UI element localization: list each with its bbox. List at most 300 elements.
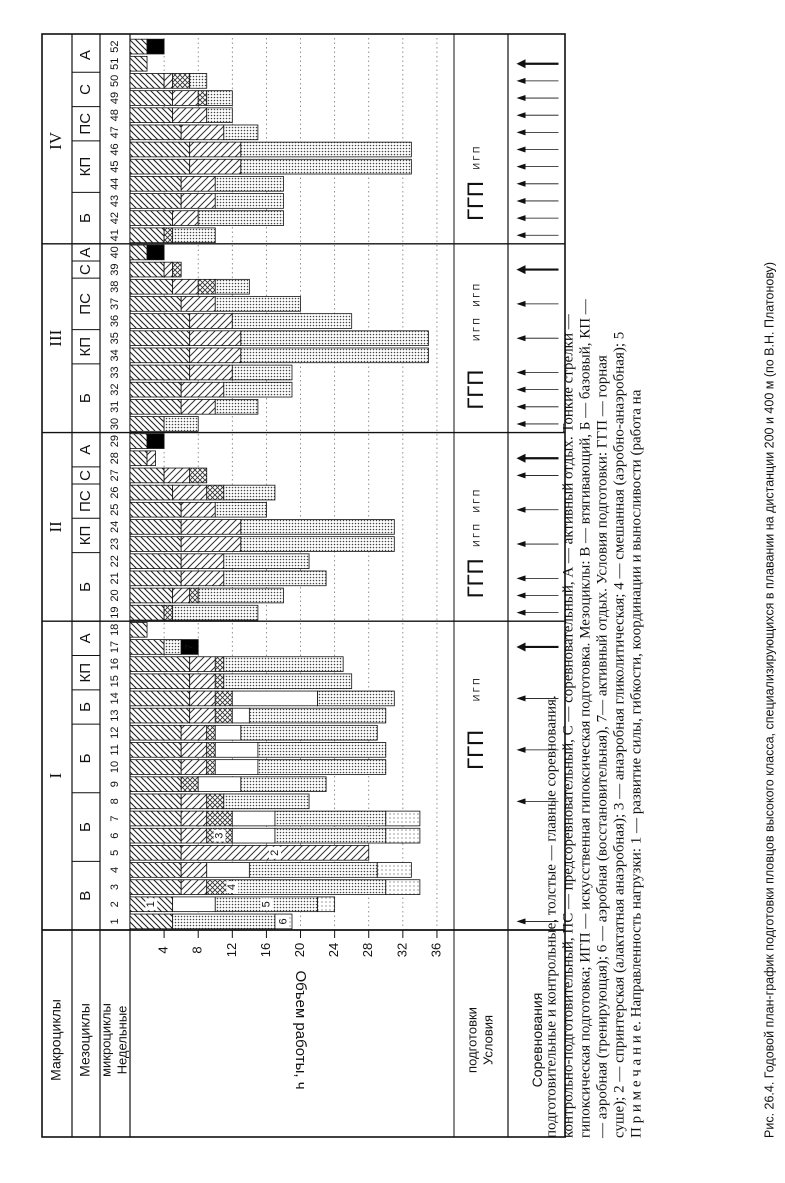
y-tick-label: 28 bbox=[360, 942, 376, 958]
mesocycle-label: А bbox=[76, 247, 94, 258]
week-number: 16 bbox=[108, 657, 121, 671]
bar-segment-5 bbox=[215, 279, 249, 294]
bar-segment-1 bbox=[130, 485, 173, 500]
macrocycle-label: IV bbox=[45, 131, 65, 150]
week-number: 19 bbox=[108, 606, 121, 619]
week-number: 30 bbox=[108, 417, 121, 431]
week-number: 43 bbox=[108, 194, 121, 208]
bar-segment-1 bbox=[130, 863, 181, 878]
bar-segment-5 bbox=[224, 794, 309, 809]
thin-arrow-head bbox=[517, 507, 526, 513]
bar-segment-1 bbox=[130, 640, 164, 655]
week-number: 17 bbox=[108, 640, 121, 654]
y-axis-title: Объем работы, ч bbox=[292, 970, 310, 1090]
bar-segment-1 bbox=[130, 828, 181, 843]
bar-segment-5 bbox=[215, 502, 266, 517]
thin-arrow-head bbox=[517, 147, 526, 153]
mesocycle-label: С bbox=[76, 470, 94, 481]
bar-segment-5 bbox=[224, 571, 326, 586]
thin-arrow-head bbox=[517, 610, 526, 616]
bar-segment-5 bbox=[190, 74, 207, 89]
mesocycle-label: КП bbox=[76, 525, 94, 546]
thin-arrow-head bbox=[517, 335, 526, 341]
bar-segment-2 bbox=[173, 588, 190, 603]
bar-segment-2 bbox=[181, 811, 207, 826]
thick-arrow-head bbox=[517, 642, 526, 651]
bar-segment-1 bbox=[130, 125, 181, 140]
week-number: 15 bbox=[108, 675, 121, 688]
bar-segment-1 bbox=[130, 777, 181, 792]
week-number: 33 bbox=[108, 366, 121, 379]
bar-segment-5 bbox=[224, 657, 343, 672]
bar-segment-6 bbox=[386, 811, 420, 826]
bar-segment-1 bbox=[130, 279, 173, 294]
week-number: 29 bbox=[108, 434, 121, 448]
bar-segment-5 bbox=[164, 417, 198, 432]
bar-segment-5 bbox=[258, 760, 386, 775]
bar-segment-1 bbox=[130, 725, 181, 740]
week-number: 18 bbox=[108, 623, 121, 636]
thin-arrow-head bbox=[517, 472, 526, 478]
week-number: 2 bbox=[108, 901, 121, 908]
thin-arrow-head bbox=[517, 78, 526, 84]
note-line: гипоксическая подготовка; ИГП — искусственная гипоксическая подготовка. Мезоциклы: В — втягивающий, Б — базовый, КП — bbox=[577, 299, 594, 1138]
bar-segment-1 bbox=[130, 314, 190, 329]
bar-segment-5 bbox=[215, 399, 258, 414]
thin-arrow-head bbox=[517, 695, 526, 701]
week-number: 20 bbox=[108, 589, 121, 602]
label-macrocycles: Макроциклы bbox=[47, 999, 64, 1081]
bar-segment-3 bbox=[207, 794, 224, 809]
bar-segment-2 bbox=[181, 743, 207, 758]
bar-segment-5 bbox=[249, 863, 377, 878]
bar-segment-3 bbox=[198, 91, 207, 106]
bar-segment-3 bbox=[215, 657, 224, 672]
week-number: 36 bbox=[108, 314, 121, 328]
mesocycle-label: Б bbox=[76, 582, 94, 592]
week-number: 51 bbox=[108, 57, 121, 70]
bar-segment-2 bbox=[190, 674, 216, 689]
bar-segment-1 bbox=[130, 605, 164, 620]
thin-arrow-head bbox=[517, 181, 526, 187]
bar-segment-4 bbox=[173, 897, 216, 912]
week-number: 48 bbox=[108, 109, 121, 122]
segment-label-4: 4 bbox=[226, 884, 239, 891]
y-tick-label: 32 bbox=[394, 942, 410, 958]
bar-segment-3 bbox=[207, 760, 216, 775]
note-line: подготовительные и контрольные, толстые — главные соревнования. bbox=[543, 695, 560, 1138]
bar-segment-5 bbox=[198, 211, 283, 226]
chart-frame bbox=[42, 34, 565, 1137]
bar-segment-3 bbox=[207, 485, 224, 500]
mesocycle-label: А bbox=[76, 444, 94, 455]
bar-segment-4 bbox=[232, 811, 275, 826]
bar-segment-2 bbox=[181, 502, 215, 517]
bar-segment-1 bbox=[130, 365, 190, 380]
bar-segment-1 bbox=[130, 880, 181, 895]
bar-segment-1 bbox=[130, 159, 190, 174]
bar-segment-4 bbox=[232, 708, 249, 723]
bar-segment-1 bbox=[130, 571, 181, 586]
segment-label-6: 6 bbox=[277, 918, 290, 925]
bar-segment-1 bbox=[130, 194, 181, 209]
mesocycle-label: Б bbox=[76, 393, 94, 404]
y-tick-label: 4 bbox=[155, 946, 171, 954]
bar-segment-2 bbox=[181, 828, 207, 843]
bar-segment-1 bbox=[130, 588, 173, 603]
bar-segment-2 bbox=[181, 760, 207, 775]
y-tick-label: 20 bbox=[291, 942, 307, 958]
bar-segment-2 bbox=[181, 537, 241, 552]
bar-segment-1 bbox=[130, 297, 181, 312]
bar-segment-1 bbox=[130, 417, 164, 432]
bar-segment-6 bbox=[386, 828, 420, 843]
label-competitions: Соревнования bbox=[529, 992, 546, 1088]
condition-igp: И Г П bbox=[471, 318, 482, 342]
week-number: 23 bbox=[108, 537, 121, 551]
thin-arrow-head bbox=[517, 232, 526, 238]
week-number: 28 bbox=[108, 452, 121, 465]
thin-arrow-head bbox=[517, 421, 526, 427]
label-conditions-1: Условия bbox=[480, 1014, 496, 1066]
bar-segment-5 bbox=[224, 485, 275, 500]
bar-segment-2 bbox=[181, 297, 215, 312]
mesocycle-label: Б bbox=[76, 702, 94, 712]
mesocycle-label: Б bbox=[76, 753, 94, 764]
y-tick-label: 12 bbox=[223, 942, 239, 958]
bar-segment-4 bbox=[232, 828, 275, 843]
bar-segment-5 bbox=[241, 142, 412, 157]
week-number: 13 bbox=[108, 709, 121, 722]
bar-segment-6 bbox=[318, 897, 335, 912]
week-number: 37 bbox=[108, 297, 121, 311]
note-line: контрольно-подготовительный, ПС — предсоревновательный, С — соревновательный, А — активный отдых. Тонкие стрелки — bbox=[560, 314, 577, 1138]
label-weekly-2: микроциклы bbox=[98, 1003, 114, 1077]
bar-segment-7 bbox=[147, 39, 164, 54]
bar-segment-1 bbox=[130, 211, 173, 226]
bar-segment-2 bbox=[181, 863, 207, 878]
condition-ggp: ГГП bbox=[462, 369, 488, 410]
week-number: 10 bbox=[108, 760, 121, 774]
bar-segment-3 bbox=[215, 674, 224, 689]
y-tick-label: 16 bbox=[257, 942, 273, 958]
bar-segment-3 bbox=[181, 777, 198, 792]
thin-arrow-head bbox=[517, 541, 526, 547]
thin-arrow-head bbox=[517, 593, 526, 599]
bar-segment-2 bbox=[181, 125, 224, 140]
bar-segment-2 bbox=[173, 211, 199, 226]
bar-segment-5 bbox=[241, 777, 326, 792]
bar-segment-4 bbox=[215, 743, 258, 758]
week-number: 4 bbox=[108, 866, 121, 874]
bar-segment-3 bbox=[173, 74, 190, 89]
thin-arrow-head bbox=[517, 387, 526, 393]
bar-segment-1 bbox=[130, 657, 190, 672]
bar-segment-2 bbox=[173, 485, 207, 500]
bar-segment-1 bbox=[130, 434, 147, 449]
bar-segment-5 bbox=[215, 194, 283, 209]
label-conditions-2: подготовки bbox=[464, 1007, 480, 1073]
bar-segment-1 bbox=[130, 262, 164, 277]
bar-segment-1 bbox=[130, 794, 181, 809]
bar-segment-5 bbox=[224, 125, 258, 140]
week-number: 34 bbox=[108, 349, 121, 362]
thin-arrow-head bbox=[517, 747, 526, 753]
bar-segment-5 bbox=[232, 880, 385, 895]
bar-segment-5 bbox=[275, 811, 386, 826]
bar-segment-1 bbox=[130, 142, 190, 157]
thin-arrow-head bbox=[517, 575, 526, 581]
bar-segment-1 bbox=[130, 39, 147, 54]
mesocycle-label: ПС bbox=[76, 112, 94, 135]
mesocycle-label: Б bbox=[76, 822, 94, 832]
thin-arrow-head bbox=[517, 129, 526, 135]
bar-segment-1 bbox=[130, 108, 173, 123]
bar-segment-2 bbox=[181, 571, 224, 586]
bar-segment-5 bbox=[241, 725, 377, 740]
bar-segment-1 bbox=[130, 228, 164, 243]
week-number: 35 bbox=[108, 332, 121, 345]
mesocycle-label: С bbox=[76, 84, 94, 95]
condition-ggp: ГГП bbox=[462, 181, 488, 221]
week-number: 22 bbox=[108, 555, 121, 568]
mesocycle-label: КП bbox=[76, 662, 94, 683]
bar-segment-3 bbox=[207, 811, 233, 826]
bar-segment-1 bbox=[130, 520, 181, 535]
thin-arrow-head bbox=[517, 95, 526, 101]
bar-segment-3 bbox=[190, 588, 199, 603]
bar-segment-6 bbox=[377, 863, 411, 878]
bar-segment-2 bbox=[181, 176, 215, 191]
note-line: П р и м е ч а н и е. Направленность нагрузки: 1 — развитие силы, гибкости, координации и выносливости (работа на bbox=[628, 389, 645, 1138]
segment-label-7: 7 bbox=[183, 643, 196, 651]
week-number: 3 bbox=[108, 884, 121, 891]
thin-arrow-head bbox=[517, 404, 526, 410]
note-line: — аэробная (тренирующая); 6 — аэробная (восстановительная), 7— активный отдых. Условия подготовки: ГГП — горная bbox=[594, 355, 611, 1138]
segment-label-2: 2 bbox=[268, 849, 281, 856]
bar-segment-1 bbox=[130, 622, 147, 637]
week-number: 31 bbox=[108, 400, 121, 413]
bar-segment-5 bbox=[275, 828, 386, 843]
bar-segment-7 bbox=[147, 245, 164, 260]
week-number: 39 bbox=[108, 263, 121, 276]
bar-segment-5 bbox=[215, 176, 283, 191]
bar-segment-1 bbox=[130, 554, 181, 569]
week-number: 24 bbox=[108, 520, 121, 534]
bar-segment-6 bbox=[386, 880, 420, 895]
bar-segment-1 bbox=[130, 399, 181, 414]
note-line: суше); 2 — спринтерская (алактатная анаэробная); 3 — анаэробная гликолитическая; 4 — смешанная (аэробно-анаэробная); 5 bbox=[611, 331, 628, 1138]
week-number: 7 bbox=[108, 815, 121, 822]
note bbox=[543, 298, 644, 1139]
week-number: 50 bbox=[108, 74, 121, 88]
bar-segment-1 bbox=[130, 245, 147, 260]
bar-segment-3 bbox=[207, 725, 216, 740]
bar-segment-5 bbox=[232, 314, 351, 329]
thin-arrow-head bbox=[517, 301, 526, 307]
thin-arrow-head bbox=[517, 798, 526, 804]
week-number: 11 bbox=[108, 744, 121, 756]
thick-arrow-head bbox=[517, 454, 526, 463]
bar-segment-1 bbox=[130, 91, 173, 106]
bar-segment-5 bbox=[173, 605, 258, 620]
thick-arrow-head bbox=[517, 59, 526, 68]
mesocycle-label: КП bbox=[76, 337, 94, 357]
week-number: 46 bbox=[108, 143, 121, 156]
bar-segment-2 bbox=[190, 348, 241, 363]
bar-segment-1 bbox=[130, 708, 190, 723]
mesocycle-label: А bbox=[76, 633, 94, 644]
thin-arrow-head bbox=[517, 918, 526, 924]
thin-arrow-head bbox=[517, 198, 526, 204]
bar-segment-3 bbox=[173, 262, 182, 277]
bar-segment-1 bbox=[130, 845, 181, 860]
bar-segment-2 bbox=[173, 108, 207, 123]
bar-segment-1 bbox=[130, 502, 181, 517]
mesocycle-label: ПС bbox=[76, 293, 94, 315]
caption bbox=[762, 262, 776, 1138]
week-number: 8 bbox=[108, 798, 121, 805]
bar-segment-1 bbox=[130, 56, 147, 71]
bar-segment-1 bbox=[130, 760, 181, 775]
bar-segment-5 bbox=[173, 914, 275, 929]
week-number: 12 bbox=[108, 726, 121, 739]
y-tick-label: 36 bbox=[428, 942, 444, 958]
bar-segment-1 bbox=[130, 691, 190, 706]
condition-igp: И Г П bbox=[471, 283, 482, 307]
thin-arrow-head bbox=[517, 112, 526, 118]
week-number: 41 bbox=[108, 229, 121, 242]
week-number: 27 bbox=[108, 469, 121, 482]
bar-segment-1 bbox=[130, 537, 181, 552]
bar-segment-3 bbox=[198, 279, 215, 294]
macrocycle-label: I bbox=[45, 772, 65, 779]
bar-segment-4 bbox=[215, 760, 258, 775]
bar-segment-1 bbox=[130, 468, 164, 483]
bar-segment-2 bbox=[190, 159, 241, 174]
bar-segment-3 bbox=[215, 708, 232, 723]
bar-segment-2 bbox=[181, 554, 224, 569]
bar-segment-2 bbox=[181, 194, 215, 209]
mesocycle-label: В bbox=[76, 890, 94, 901]
bar-segment-5 bbox=[232, 365, 292, 380]
week-number: 52 bbox=[108, 40, 121, 53]
week-number: 1 bbox=[108, 918, 121, 925]
label-mesocycles: Мезоциклы bbox=[76, 1003, 93, 1077]
week-number: 45 bbox=[108, 160, 121, 173]
bar-segment-5 bbox=[207, 108, 233, 123]
week-number: 38 bbox=[108, 280, 121, 293]
bar-segment-2 bbox=[190, 331, 241, 346]
week-number: 47 bbox=[108, 126, 121, 139]
bar-segment-2 bbox=[190, 691, 216, 706]
bar-segment-1 bbox=[130, 743, 181, 758]
condition-ggp: ГГП bbox=[462, 558, 488, 599]
bar-segment-5 bbox=[224, 674, 352, 689]
week-number: 44 bbox=[108, 177, 121, 190]
bar-segment-5 bbox=[173, 228, 216, 243]
week-number: 14 bbox=[108, 692, 121, 705]
bar-segment-1 bbox=[130, 674, 190, 689]
bar-segment-2 bbox=[173, 91, 199, 106]
bar-segment-5 bbox=[224, 382, 292, 397]
bar-segment-5 bbox=[318, 691, 395, 706]
bar-segment-2 bbox=[190, 365, 233, 380]
bar-segment-2 bbox=[181, 399, 215, 414]
bar-segment-5 bbox=[215, 297, 300, 312]
bar-segment-5 bbox=[241, 348, 429, 363]
bar-segment-4 bbox=[232, 691, 317, 706]
bar-segment-5 bbox=[224, 554, 309, 569]
mesocycle-label: С bbox=[76, 264, 94, 275]
bar-segment-3 bbox=[207, 743, 216, 758]
bar-segment-1 bbox=[130, 331, 190, 346]
bar-segment-2 bbox=[164, 74, 173, 89]
thin-arrow-head bbox=[517, 370, 526, 376]
bar-segment-1 bbox=[130, 451, 147, 466]
week-number: 21 bbox=[108, 572, 121, 585]
bar-segment-1 bbox=[130, 811, 181, 826]
week-number: 6 bbox=[108, 832, 121, 839]
y-tick-label: 24 bbox=[326, 942, 342, 958]
bar-segment-2 bbox=[164, 262, 173, 277]
macrocycle-label: II bbox=[45, 521, 65, 533]
y-tick-label: 8 bbox=[189, 946, 205, 954]
bar-segment-2 bbox=[181, 520, 241, 535]
segment-label-1: 1 bbox=[145, 901, 158, 908]
condition-ggp: ГГП bbox=[462, 730, 488, 770]
mesocycle-label: А bbox=[76, 50, 94, 61]
bar-segment-1 bbox=[130, 382, 181, 397]
week-number: 32 bbox=[108, 383, 121, 396]
mesocycle-label: Б bbox=[76, 213, 94, 224]
mesocycle-label: ПС bbox=[76, 490, 94, 512]
bar-segment-1 bbox=[130, 74, 164, 89]
week-number: 42 bbox=[108, 211, 121, 225]
bar-segment-3 bbox=[164, 605, 173, 620]
mesocycle-label: КП bbox=[76, 156, 94, 177]
thin-arrow-head bbox=[517, 164, 526, 170]
bar-segment-3 bbox=[164, 228, 173, 243]
bar-segment-5 bbox=[241, 331, 429, 346]
bar-segment-1 bbox=[130, 176, 181, 191]
week-number: 25 bbox=[108, 503, 121, 516]
bar-segment-5 bbox=[249, 708, 385, 723]
bar-segment-2 bbox=[190, 142, 241, 157]
bar-segment-7 bbox=[147, 434, 164, 449]
bar-segment-2 bbox=[181, 725, 207, 740]
bar-segment-4 bbox=[207, 863, 250, 878]
bar-segment-1 bbox=[130, 348, 190, 363]
bar-segment-2 bbox=[181, 794, 207, 809]
label-weekly-1: Недельные bbox=[114, 1005, 130, 1075]
bar-segment-1 bbox=[130, 914, 173, 929]
bar-segment-2 bbox=[190, 314, 233, 329]
bar-segment-2 bbox=[147, 451, 156, 466]
bar-segment-3 bbox=[190, 468, 207, 483]
bar-segment-2 bbox=[181, 382, 224, 397]
bar-segment-4 bbox=[198, 777, 241, 792]
week-number: 49 bbox=[108, 91, 121, 105]
week-number: 40 bbox=[108, 246, 121, 259]
bar-segment-5 bbox=[207, 91, 233, 106]
bar-segment-4 bbox=[215, 725, 241, 740]
week-number: 26 bbox=[108, 486, 121, 499]
condition-igp: И Г П bbox=[471, 524, 482, 547]
segment-label-3: 3 bbox=[213, 832, 226, 839]
segment-label-5: 5 bbox=[260, 901, 273, 908]
bar-segment-5 bbox=[241, 159, 412, 174]
